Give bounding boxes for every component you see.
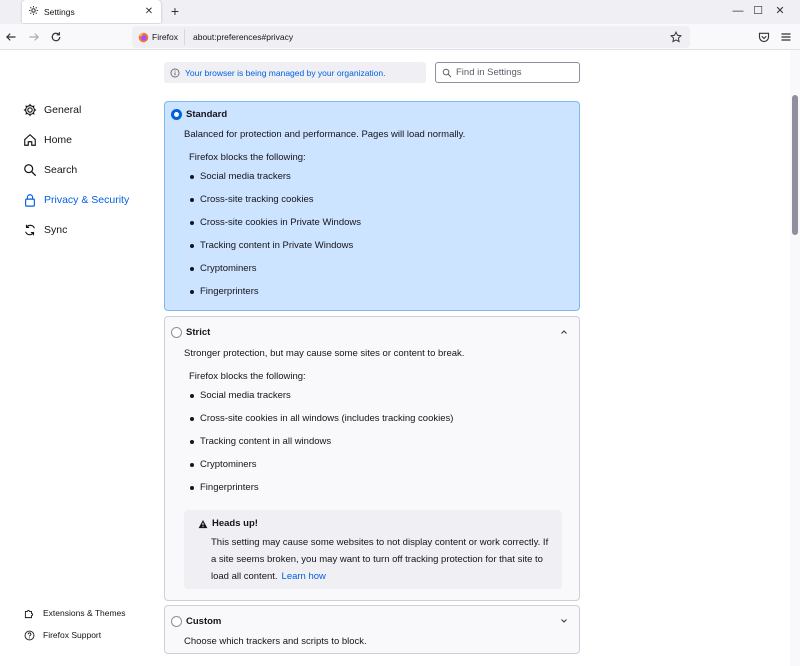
strict-protection-card[interactable] xyxy=(164,316,580,601)
back-button[interactable] xyxy=(3,29,19,45)
strict-description: Stronger protection, but may cause some sites or content to break. xyxy=(184,348,465,359)
standard-radio[interactable] xyxy=(171,109,182,120)
search-input[interactable] xyxy=(456,67,574,78)
close-tab-icon[interactable]: ✕ xyxy=(144,6,154,17)
forward-button[interactable] xyxy=(26,29,42,45)
window-close-button[interactable]: ✕ xyxy=(775,5,785,17)
standard-blocks-label: Firefox blocks the following: xyxy=(189,152,306,163)
gear-icon xyxy=(28,5,39,19)
find-in-settings-box[interactable] xyxy=(435,62,580,83)
strict-radio[interactable] xyxy=(171,327,182,338)
sync-icon xyxy=(23,223,37,237)
nav-bar xyxy=(0,24,800,50)
new-tab-button[interactable]: + xyxy=(170,3,180,19)
sidebar-link-firefox-support[interactable] xyxy=(24,628,101,642)
standard-protection-card[interactable] xyxy=(164,101,580,311)
sidebar-item-label: Search xyxy=(44,164,78,176)
arrow-right-icon xyxy=(28,31,40,43)
learn-how-link[interactable]: Learn how xyxy=(281,571,326,582)
identity-label: Firefox xyxy=(152,32,178,42)
help-icon xyxy=(24,630,35,641)
chevron-down-icon[interactable] xyxy=(559,616,569,626)
warning-icon xyxy=(198,519,208,529)
hamburger-menu-icon[interactable] xyxy=(778,29,794,45)
custom-radio-row[interactable] xyxy=(171,616,221,627)
sidebar-footer-label: Extensions & Themes xyxy=(43,608,126,618)
list-item: Fingerprinters xyxy=(190,286,259,297)
sidebar-link-extensions-themes[interactable] xyxy=(24,606,126,620)
tab-title: Settings xyxy=(44,6,75,17)
identity-box[interactable] xyxy=(132,29,185,45)
list-item: Cross-site tracking cookies xyxy=(190,194,314,205)
list-item: Cross-site cookies in all windows (includes tracking cookies) xyxy=(190,413,453,424)
warning-title: Heads up! xyxy=(198,518,258,529)
lock-icon xyxy=(23,193,37,207)
list-item: Social media trackers xyxy=(190,390,291,401)
minimize-button[interactable]: — xyxy=(732,5,744,17)
list-item: Social media trackers xyxy=(190,171,291,182)
sidebar-item-label: General xyxy=(44,104,82,116)
heads-up-warning xyxy=(184,510,562,589)
search-icon xyxy=(442,68,452,78)
sidebar-item-label: Privacy & Security xyxy=(44,194,130,206)
puzzle-icon xyxy=(24,608,35,619)
gear-icon xyxy=(23,103,37,117)
list-item: Tracking content in all windows xyxy=(190,436,331,447)
warning-body: This setting may cause some websites to not display content or work correctly. If a site seems broken, you may want to turn off tracking protection for that site to load all content. Learn how xyxy=(211,537,549,582)
standard-description: Balanced for protection and performance. Pages will load normally. xyxy=(184,129,466,140)
bookmark-star-icon[interactable] xyxy=(668,29,684,45)
standard-radio-row[interactable] xyxy=(171,109,227,120)
list-item: Fingerprinters xyxy=(190,482,259,493)
sidebar-item-search[interactable] xyxy=(23,160,77,180)
url-text[interactable]: about:preferences#privacy xyxy=(192,32,294,42)
search-icon xyxy=(23,163,37,177)
list-item: Cross-site cookies in Private Windows xyxy=(190,217,361,228)
list-item: Cryptominers xyxy=(190,459,257,470)
list-item: Cryptominers xyxy=(190,263,257,274)
sidebar-footer-label: Firefox Support xyxy=(43,630,102,640)
sidebar-item-label: Sync xyxy=(44,224,68,236)
custom-radio[interactable] xyxy=(171,616,182,627)
managed-banner xyxy=(164,62,426,83)
strict-radio-row[interactable] xyxy=(171,327,210,338)
reload-icon xyxy=(50,31,62,43)
custom-protection-card[interactable] xyxy=(164,605,580,654)
arrow-left-icon xyxy=(5,31,17,43)
info-icon xyxy=(170,68,180,78)
sidebar-item-sync[interactable] xyxy=(23,220,67,240)
strict-title: Strict xyxy=(186,327,211,338)
firefox-logo-icon xyxy=(138,32,149,43)
tab-settings[interactable] xyxy=(22,0,161,23)
strict-blocks-label: Firefox blocks the following: xyxy=(189,371,306,382)
tab-strip xyxy=(0,0,800,24)
custom-description: Choose which trackers and scripts to block. xyxy=(184,636,367,647)
sidebar-item-general[interactable] xyxy=(23,100,81,120)
reload-button[interactable] xyxy=(48,29,64,45)
scrollbar-thumb[interactable] xyxy=(792,95,798,235)
list-item: Tracking content in Private Windows xyxy=(190,240,353,251)
sidebar-item-label: Home xyxy=(44,134,73,146)
chevron-up-icon[interactable] xyxy=(559,327,569,337)
pocket-icon[interactable] xyxy=(756,29,772,45)
sidebar-item-home[interactable] xyxy=(23,130,72,150)
standard-title: Standard xyxy=(186,109,228,120)
url-bar[interactable] xyxy=(132,26,690,48)
home-icon xyxy=(23,133,37,147)
managed-link[interactable]: Your browser is being managed by your organization. xyxy=(185,67,386,78)
sidebar-item-privacy-security[interactable] xyxy=(23,190,129,210)
maximize-button[interactable]: ☐ xyxy=(753,5,763,17)
custom-title: Custom xyxy=(186,616,222,627)
